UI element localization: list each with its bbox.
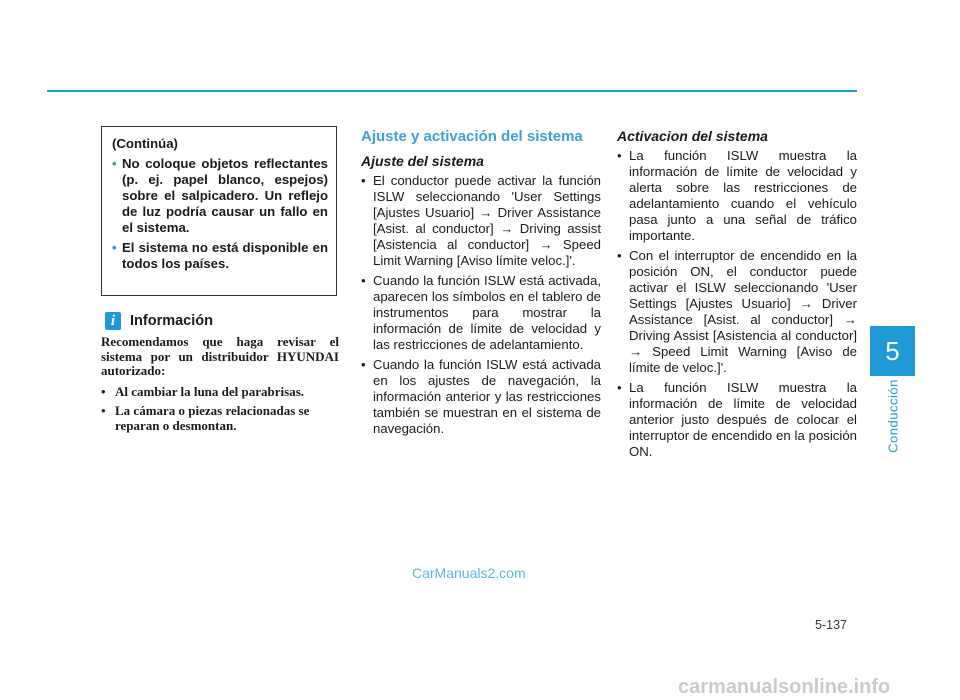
list-item: • Con el interruptor de encendido en la posición ON, el conductor puede activar el ISLW seleccionando 'User Settings [Ajustes Usuario] → Driver Assistance [Asist. al conductor] → Driving Assist [Asistencia al conductor] → Speed Limit Warning [Aviso de límite de veloc.]'. (617, 248, 857, 376)
list-item: • La función ISLW muestra la información de límite de velocidad y alerta sobre las restricciones de adelantamiento cuando el vehículo pasa junto a una señal de tráfico importante. (617, 148, 857, 244)
warning-list (112, 156, 328, 272)
column-activation (617, 128, 857, 464)
list-item: • Cuando la función ISLW está activada, aparecen los símbolos en el tablero de instrumentos para mostrar la información de límite de velocidad y las restricciones de adelantamiento. (361, 273, 601, 353)
info-icon: i (105, 312, 121, 330)
activation-list (617, 148, 857, 460)
section-title: Ajuste y activación del sistema (361, 128, 583, 145)
subsection-title: Activacion del sistema (617, 128, 768, 144)
chapter-label (873, 376, 913, 456)
warning-item: • El sistema no está disponible en todos los países. (112, 240, 328, 272)
page-number: 5-137 (815, 618, 847, 632)
warning-item: • No coloque objetos reflectantes (p. ej. papel blanco, espejos) sobre el salpicadero. Un reflejo de luz podría causar un fallo en el sistema. (112, 156, 328, 236)
info-heading (105, 311, 213, 331)
chapter-label-text: Conducción (885, 379, 901, 453)
info-intro: Recomendamos que haga revisar el sistema por un distribuidor HYUNDAI autorizado: (101, 334, 339, 379)
column-setup (361, 128, 601, 441)
info-list (101, 385, 339, 434)
subsection-title: Ajuste del sistema (361, 153, 484, 169)
header-rule (47, 90, 857, 92)
setup-list (361, 173, 601, 437)
watermark-link[interactable]: CarManuals2.com (412, 565, 526, 581)
list-item: • La función ISLW muestra la información de límite de velocidad anterior justo después de colocar el interruptor de encendido en la posición ON. (617, 380, 857, 460)
warning-box (101, 126, 337, 296)
info-item: • La cámara o piezas relacionadas se reparan o desmontan. (101, 404, 339, 433)
list-item: • Cuando la función ISLW está activada en los ajustes de navegación, la información anterior y las restricciones también se muestran en el sistema de navegación. (361, 357, 601, 437)
chapter-number-tab: 5 (870, 326, 915, 376)
list-item: • El conductor puede activar la función ISLW seleccionando 'User Settings [Ajustes Usuario] → Driver Assistance [Asist. al conductor] → Driving assist [Asistencia al conductor] → Speed Limit Warning [Aviso límite veloc.]'. (361, 173, 601, 269)
info-item: • Al cambiar la luna del parabrisas. (101, 385, 339, 400)
info-title: Información (130, 313, 213, 329)
footer-watermark: carmanualsonline.info (678, 676, 891, 698)
info-body (101, 335, 339, 439)
warning-box-title: (Continúa) (112, 136, 178, 151)
